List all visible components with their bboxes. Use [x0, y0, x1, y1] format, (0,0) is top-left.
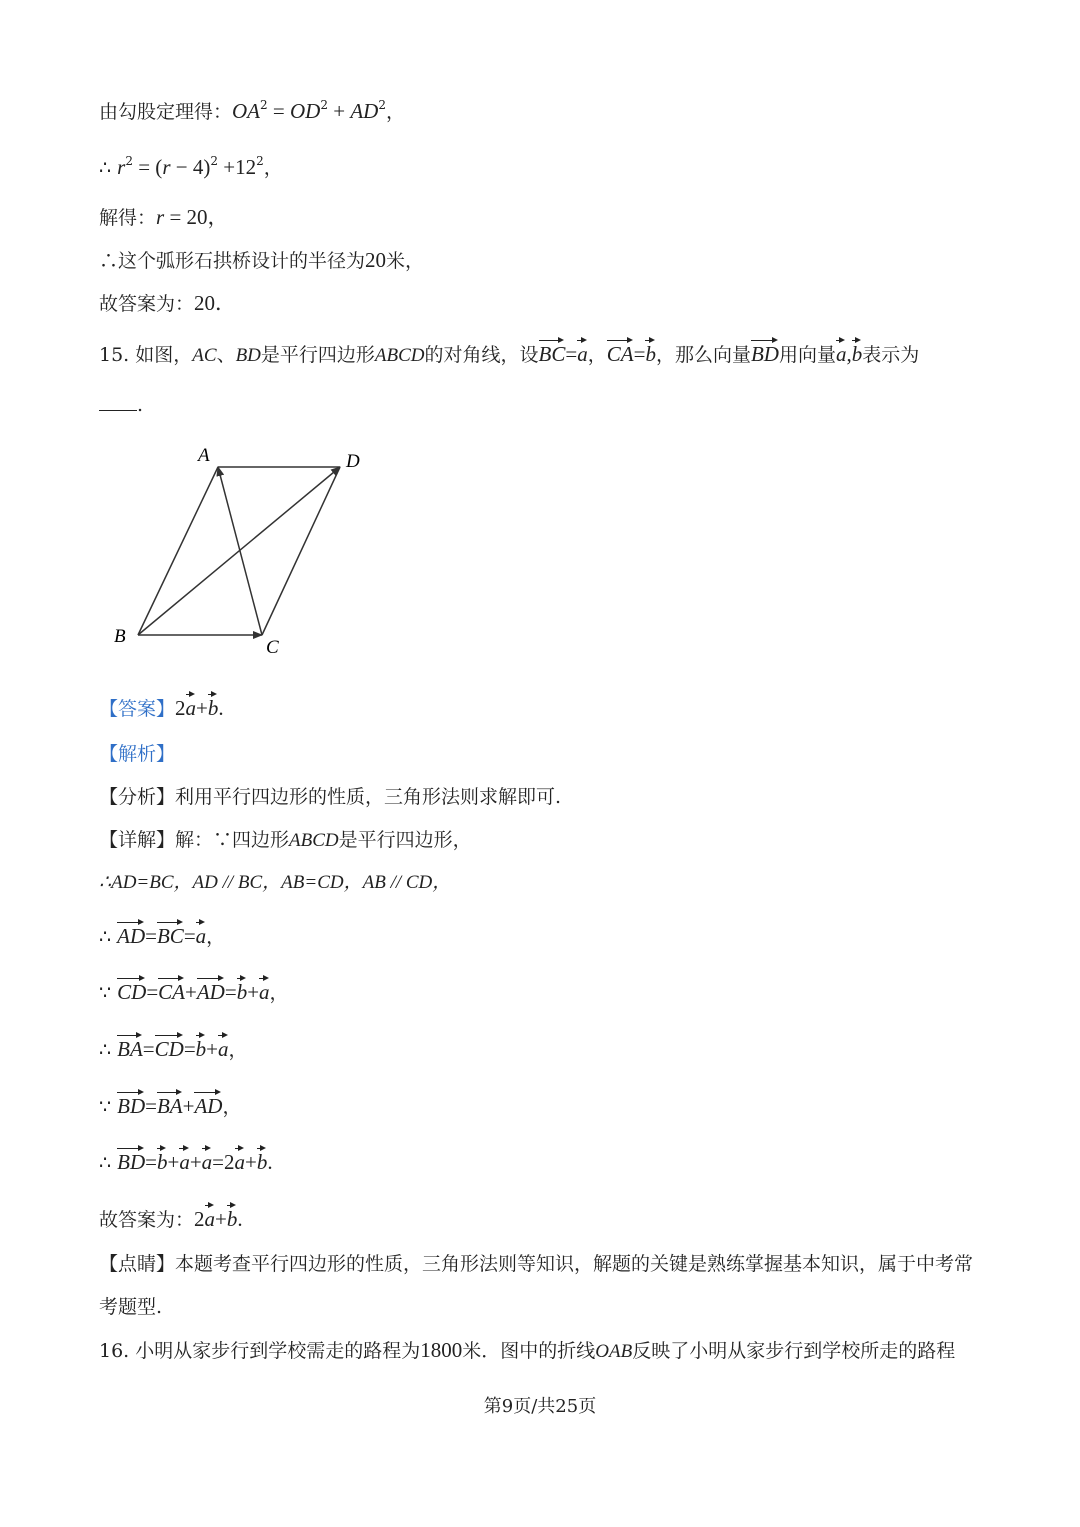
math-oab: OAB — [595, 1341, 633, 1362]
text: 本题考查平行四边形的性质，三角形法则等知识，解题的关键是熟练掌握基本知识，属于中考常 — [175, 1253, 974, 1275]
eq: = — [224, 980, 237, 1004]
step-2 — [99, 976, 289, 1006]
text: 反映了小明从家步行到学校所走的路程 — [632, 1340, 956, 1362]
plus: + — [327, 99, 351, 123]
math-abcd: ABCD — [374, 345, 425, 366]
vector-ba: BA — [117, 1033, 143, 1062]
pythagoras-line — [99, 98, 405, 125]
text: 、 — [216, 344, 236, 366]
eq: = — [633, 342, 646, 366]
analysis-header — [99, 741, 175, 767]
text: ∴AD=BC，AD // BC，AB=CD，AB // CD， — [99, 872, 452, 893]
text: 考题型. — [99, 1296, 163, 1318]
vector-a: a — [186, 692, 197, 721]
text: 小明从家步行到学校需走的路程为 — [135, 1340, 421, 1362]
math-ad: AD — [350, 99, 379, 123]
vector-a: a — [202, 1146, 213, 1175]
vector-a: a — [205, 1203, 216, 1232]
step-5 — [99, 1146, 273, 1176]
xiangjie-line — [99, 827, 472, 854]
final-answer-line — [99, 1203, 243, 1233]
text: ， — [206, 926, 226, 948]
vector-a: a — [836, 338, 847, 367]
text: 由勾股定理得： — [99, 101, 233, 123]
var-r: r — [156, 205, 165, 229]
question-16 — [99, 1337, 955, 1365]
plus: + — [185, 980, 197, 1004]
eq: = — [145, 1094, 157, 1118]
vector-b: b — [257, 1146, 268, 1175]
conclusion-line — [99, 247, 424, 274]
step-1 — [99, 920, 225, 950]
text: 表示为 — [862, 344, 920, 366]
vector-a: a — [259, 976, 270, 1005]
vector-bd: BD — [117, 1090, 145, 1119]
vector-b: b — [852, 338, 863, 367]
therefore-symbol: ∴ — [99, 1039, 112, 1061]
step-4 — [99, 1090, 242, 1120]
vector-bd: BD — [117, 1146, 145, 1175]
plus: + — [189, 1150, 202, 1174]
text: ∴这个弧形石拱桥设计的半径为 — [99, 250, 366, 272]
math-abcd: ABCD — [289, 830, 339, 851]
therefore-symbol: ∴ — [99, 926, 112, 948]
comma: ， — [263, 157, 283, 179]
text: ，那么向量 — [655, 344, 751, 366]
side-ab — [138, 467, 218, 635]
because-symbol: ∵ — [99, 982, 112, 1004]
text: 解得： — [99, 207, 157, 229]
math-bd: BD — [235, 345, 261, 366]
coef: 2 — [175, 696, 186, 720]
text: 解：∵四边形 — [175, 829, 290, 851]
eq: = — [212, 1150, 225, 1174]
therefore-symbol: ∴ — [99, 157, 112, 179]
math-ac: AC — [192, 345, 217, 366]
label-a: A — [198, 445, 210, 466]
text: ， — [222, 1096, 242, 1118]
number: 20 — [365, 248, 387, 272]
text: 的对角线，设 — [424, 344, 539, 366]
math-od: OD — [290, 99, 321, 123]
equation-line — [99, 154, 283, 181]
label-c: C — [266, 637, 279, 658]
vector-cd: CD — [155, 1033, 184, 1062]
text: . — [137, 394, 144, 416]
vector-ad: AD — [194, 1090, 222, 1119]
vector-b: b — [237, 976, 248, 1005]
text: 米， — [386, 250, 425, 272]
vector-bc: BC — [539, 338, 566, 367]
plus: + — [245, 1150, 257, 1174]
text: 米．图中的折线 — [462, 1340, 596, 1362]
sup: 2 — [260, 98, 268, 112]
vector-ad: AD — [197, 976, 225, 1005]
dianjing-line-2 — [99, 1294, 162, 1320]
eq: = — [142, 1037, 155, 1061]
vector-ca: CA — [607, 338, 634, 367]
vector-a: a — [196, 920, 207, 949]
number: 1800 — [420, 1338, 463, 1362]
vector-a: a — [235, 1146, 246, 1175]
parallelogram-figure — [100, 440, 380, 665]
step-3 — [99, 1033, 248, 1063]
text: ， — [269, 982, 289, 1004]
sup: 2 — [125, 154, 133, 168]
text: . — [218, 696, 224, 720]
text: . — [267, 1150, 273, 1174]
answer-blank-line — [99, 392, 143, 418]
sup: 2 — [378, 98, 386, 112]
eq: = — [145, 1150, 157, 1174]
text: ， — [228, 1039, 248, 1061]
fenxi-line — [99, 784, 561, 810]
comma: ， — [385, 101, 405, 123]
vector-a: a — [577, 338, 588, 367]
vector-bc: BC — [157, 920, 184, 949]
plus: + — [215, 1207, 227, 1231]
value: = 20， — [164, 205, 229, 229]
label-d: D — [346, 451, 360, 472]
vector-b: b — [645, 338, 656, 367]
eq: = — [146, 980, 159, 1004]
sup: 2 — [320, 98, 328, 112]
answer-blank — [99, 392, 137, 411]
fenxi-tag: 【分析】 — [99, 786, 176, 808]
plus: + — [247, 980, 260, 1004]
eq: = — [267, 99, 290, 123]
eq: = — [183, 1037, 196, 1061]
vector-b: b — [227, 1203, 238, 1232]
eq: = — [183, 924, 196, 948]
var-r: r — [162, 155, 171, 179]
sup: 2 — [256, 154, 264, 168]
because-symbol: ∵ — [99, 1096, 112, 1118]
vector-a: a — [179, 1146, 190, 1175]
plus: + — [196, 696, 208, 720]
plus: + — [167, 1150, 180, 1174]
vector-bd: BD — [751, 338, 779, 367]
text: . — [237, 1207, 243, 1231]
text: 故答案为： — [99, 293, 195, 315]
text: 利用平行四边形的性质，三角形法则求解即可. — [175, 786, 562, 808]
question-15 — [99, 338, 919, 369]
comma: , — [846, 342, 852, 366]
vector-b: b — [208, 692, 219, 721]
vector-ba: BA — [157, 1090, 183, 1119]
vector-bd-arrow — [138, 467, 340, 635]
vector-ca: CA — [158, 976, 185, 1005]
page-footer: 第9页/共25页 — [483, 1396, 597, 1417]
plus: + — [182, 1094, 195, 1118]
text: ， — [587, 344, 607, 366]
coef: 2 — [194, 1207, 205, 1231]
vector-b: b — [196, 1033, 207, 1062]
text: 是平行四边形， — [338, 829, 472, 851]
answer-tag: 【答案】 — [99, 698, 176, 720]
dianjing-tag: 【点睛】 — [99, 1253, 176, 1275]
vector-ad: AD — [117, 920, 145, 949]
plus: + — [206, 1037, 219, 1061]
minus-close: − 4) — [170, 155, 211, 179]
relations-line — [99, 870, 451, 896]
side-cd — [262, 467, 340, 635]
text: 如图， — [135, 344, 193, 366]
therefore-symbol: ∴ — [99, 1152, 112, 1174]
var-r: r — [117, 155, 126, 179]
plus-12: +12 — [217, 155, 257, 179]
vector-b: b — [157, 1146, 168, 1175]
question-number: 15. — [99, 344, 130, 366]
answer-line-14 — [99, 290, 236, 317]
text: 用向量 — [778, 344, 836, 366]
eq: = — [565, 342, 578, 366]
vector-a: a — [218, 1033, 229, 1062]
answer-line — [99, 692, 224, 722]
sup: 2 — [210, 154, 218, 168]
label-b: B — [114, 626, 126, 647]
vector-cd: CD — [117, 976, 146, 1005]
text: 是平行四边形 — [260, 344, 375, 366]
text: 故答案为： — [99, 1209, 195, 1231]
analysis-tag: 【解析】 — [99, 743, 176, 765]
value: 20． — [194, 291, 237, 315]
coef: 2 — [224, 1150, 235, 1174]
xiangjie-tag: 【详解】 — [99, 829, 176, 851]
dianjing-line — [99, 1251, 973, 1277]
eq-open: = ( — [132, 155, 163, 179]
math-oa: OA — [232, 99, 261, 123]
eq: = — [145, 924, 157, 948]
solve-line — [99, 204, 229, 231]
question-number: 16. — [99, 1340, 130, 1362]
